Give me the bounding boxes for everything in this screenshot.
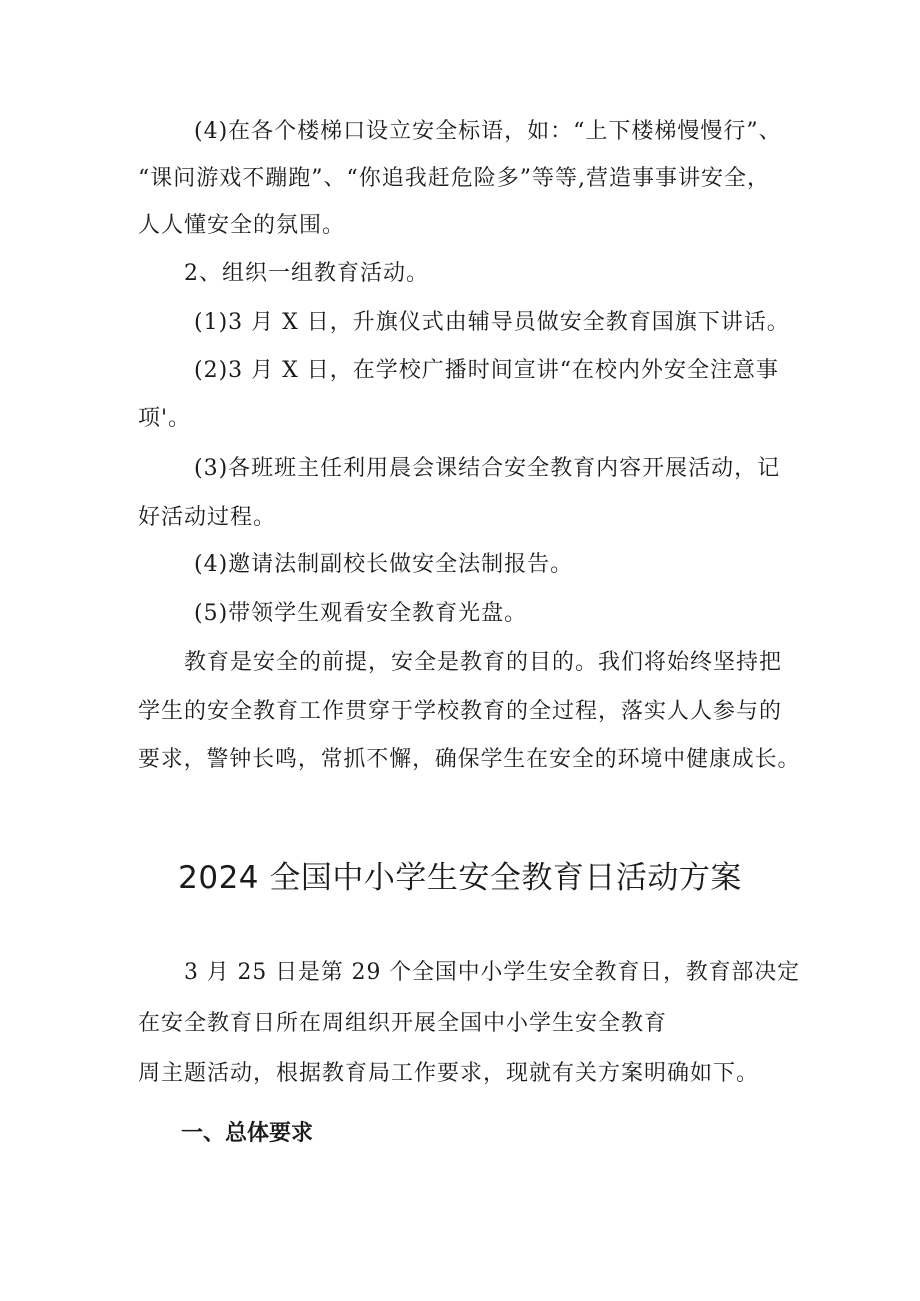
closing-line-3: 要求，警钟长鸣，常抓不懈，确保学生在安全的环境中健康成长。 bbox=[138, 747, 801, 772]
activity-3-line-1: (3)各班班主任利用晨会课结合安全教育内容开展活动，记 bbox=[194, 456, 781, 481]
point-2: 2、组织一组教育活动。 bbox=[184, 261, 429, 286]
activity-5: (5)带领学生观看安全教育光盘。 bbox=[194, 601, 528, 626]
closing-line-1: 教育是安全的前提，安全是教育的目的。我们将始终坚持把 bbox=[184, 650, 783, 675]
activity-1: (1)3 月 X 日，升旗仪式由辅导员做安全教育国旗下讲话。 bbox=[194, 310, 790, 335]
intro-line-2: 在安全教育日所在周组织开展全国中小学生安全教育 bbox=[138, 1011, 668, 1036]
closing-line-2: 学生的安全教育工作贯穿于学校教育的全过程，落实人人参与的 bbox=[138, 699, 783, 724]
document-title: 2024 全国中小学生安全教育日活动方案 bbox=[178, 860, 742, 896]
intro-line-1: 3 月 25 日是第 29 个全国中小学生安全教育日，教育部决定 bbox=[184, 960, 800, 985]
item-4-line-2: “课问游戏不蹦跑”、“你追我赶危险多”等等,营造事事讲安全， bbox=[138, 166, 770, 191]
item-4-line-3: 人人懂安全的氛围。 bbox=[138, 213, 346, 238]
activity-4: (4)邀请法制副校长做安全法制报告。 bbox=[194, 552, 574, 577]
section-heading-general-requirements: 一、总体要求 bbox=[181, 1121, 314, 1146]
activity-2-line-2: 项'。 bbox=[138, 406, 192, 431]
activity-2-line-1: (2)3 月 X 日，在学校广播时间宣讲“在校内外安全注意事 bbox=[194, 358, 780, 383]
intro-line-3: 周主题活动，根据教育局工作要求，现就有关方案明确如下。 bbox=[138, 1061, 760, 1086]
item-4-line-1: (4)在各个楼梯口设立安全标语，如：“上下楼梯慢慢行”、 bbox=[194, 119, 782, 144]
activity-3-line-2: 好活动过程。 bbox=[138, 505, 277, 530]
